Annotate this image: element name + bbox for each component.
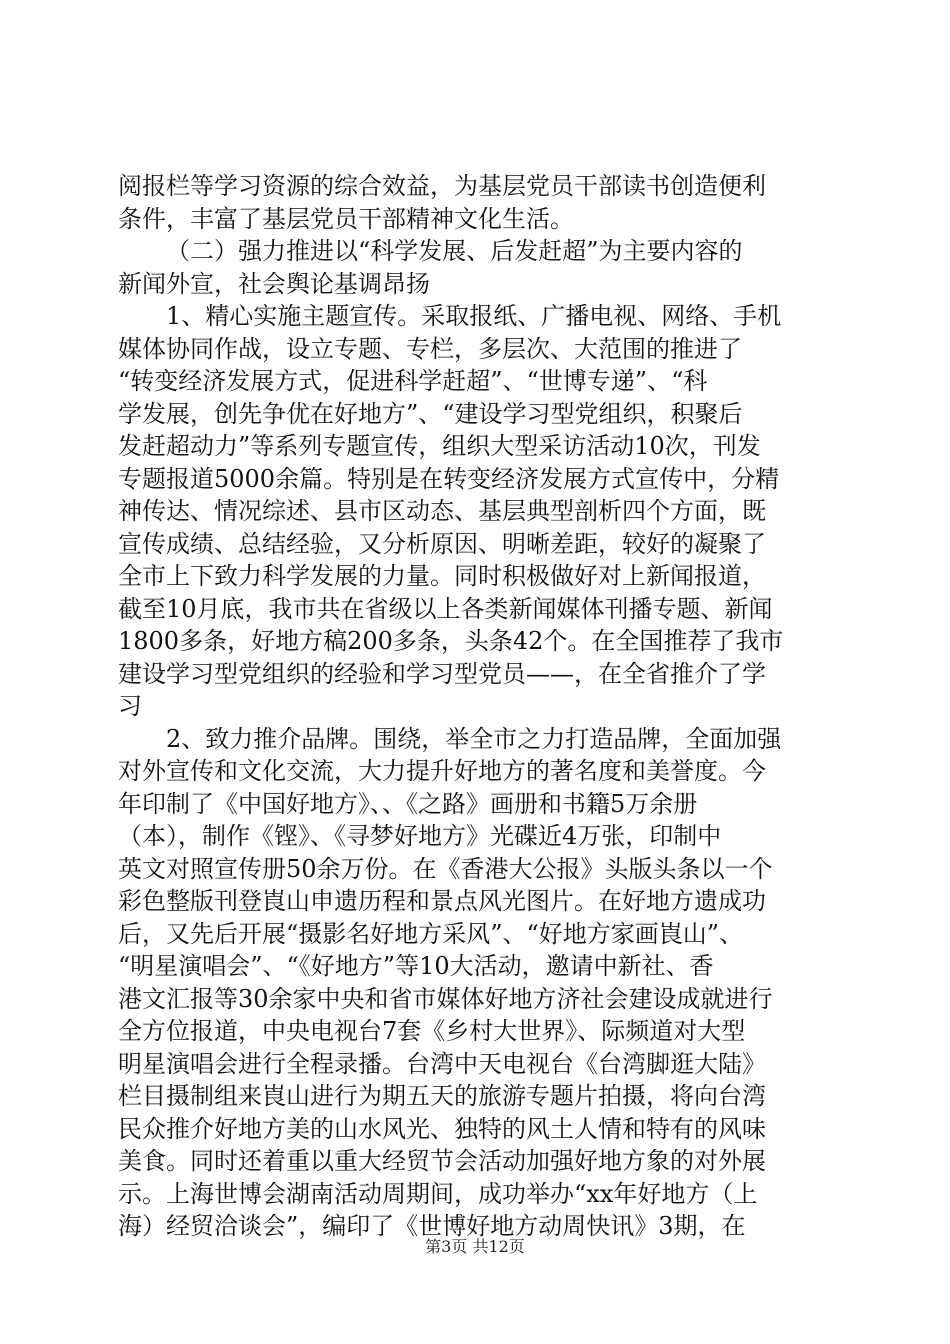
text-line-11: 神传达、情况综述、县市区动态、基层典型剖析四个方面，既 (118, 497, 766, 525)
page-number-label: 第3页 共12页 (425, 1237, 525, 1256)
text-line-10: 专题报道5000余篇。特别是在转变经济发展方式宣传中，分精 (118, 464, 780, 493)
text-line-31: 美食。同时还着重以重大经贸节会活动加强好地方象的对外展 (118, 1147, 766, 1175)
section-heading-line-2: 新闻外宣，社会舆论基调昂扬 (118, 269, 430, 298)
text-line-19: 对外宣传和文化交流，大力提升好地方的著名度和美誉度。今 (118, 757, 766, 785)
page-footer (0, 1236, 950, 1258)
text-line-32: 示。上海世博会湖南活动周期间，成功举办“xx年好地方（上 (118, 1179, 758, 1208)
text-line-33: 海）经贸洽谈会”，编印了《世博好地方动周快讯》3期，在 (118, 1212, 746, 1240)
text-line-24: 后，又先后开展“摄影名好地方采风”、“好地方家画崀山”、 (118, 919, 744, 948)
text-line-2: 条件，丰富了基层党员干部精神文化生活。 (118, 204, 574, 233)
text-line-5: 1、精心实施主题宣传。采取报纸、广播电视、网络、手机 (166, 302, 782, 330)
text-line-20: 年印制了《中国好地方》、、《之路》画册和书籍5万余册 (118, 789, 698, 818)
text-line-15: 1800多条，好地方稿200多条，头条42个。在全国推荐了我市 (118, 627, 784, 655)
text-line-22: 英文对照宣传册50余万份。在《香港大公报》头版头条以一个 (118, 854, 773, 883)
text-line-29: 栏目摄制组来崀山进行为期五天的旅游专题片拍摄，将向台湾 (118, 1082, 766, 1110)
text-line-13: 全市上下致力科学发展的力量。同时积极做好对上新闻报道， (118, 562, 766, 590)
text-line-27: 全方位报道，中央电视台7套《乡村大世界》、际频道对大型 (118, 1017, 746, 1045)
text-line-28: 明星演唱会进行全程录播。台湾中天电视台《台湾脚逛大陆》 (118, 1049, 766, 1078)
text-line-7: “转变经济发展方式，促进科学赶超”、“世博专递”、“科 (118, 367, 708, 395)
text-line-21: （本），制作《铿》、《寻梦好地方》光碟近4万张，印制中 (118, 822, 722, 850)
text-line-25: “明星演唱会”、“《好地方”等10大活动，邀请中新社、香 (118, 952, 714, 980)
text-line-9: 发赶超动力”等系列专题宣传，组织大型采访活动10次，刊发 (118, 432, 761, 460)
text-line-1: 阅报栏等学习资源的综合效益，为基层党员干部读书创造便利 (118, 172, 766, 200)
section-heading-line-1: （二）强力推进以“科学发展、后发赶超”为主要内容的 (166, 237, 743, 265)
text-line-23: 彩色整版刊登崀山申遗历程和景点风光图片。在好地方遗成功 (118, 887, 766, 915)
text-line-14: 截至10月底，我市共在省级以上各类新闻媒体刊播专题、新闻 (118, 594, 773, 623)
text-line-17: 习 (118, 692, 142, 720)
text-line-18: 2、致力推介品牌。围绕，举全市之力打造品牌，全面加强 (166, 724, 782, 753)
text-line-26: 港文汇报等30余家中央和省市媒体好地方济社会建设成就进行 (118, 984, 773, 1013)
text-line-8: 学发展，创先争优在好地方”、“建设学习型党组织，积聚后 (118, 399, 743, 428)
body-text (118, 170, 838, 1243)
text-line-30: 民众推介好地方美的山水风光、独特的风土人情和特有的风味 (118, 1114, 766, 1143)
text-line-16: 建设学习型党组织的经验和学习型党员——，在全省推介了学 (118, 659, 766, 688)
text-line-6: 媒体协同作战，设立专题、专栏，多层次、大范围的推进了 (118, 334, 742, 363)
text-line-12: 宣传成绩、总结经验，又分析原因、明晰差距，较好的凝聚了 (118, 529, 766, 558)
